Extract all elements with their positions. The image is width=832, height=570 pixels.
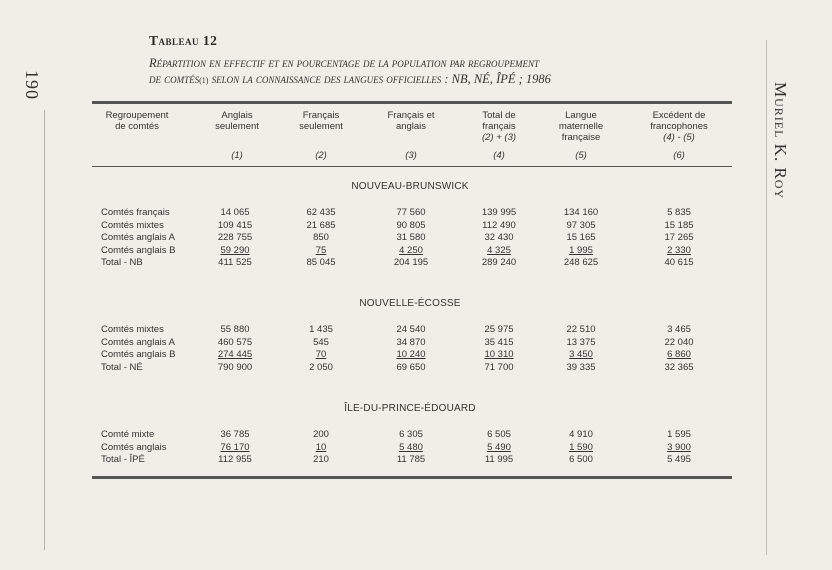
column-index-6: (5) [575, 150, 587, 161]
table-cell: 4 250 [399, 244, 423, 256]
header-line: (2) + (3) [481, 132, 517, 143]
table-cell: 545 [313, 336, 329, 348]
table-cell: 25 975 [484, 324, 514, 335]
table-cell: 11 995 [484, 454, 514, 465]
table-cell: 4 325 [487, 244, 511, 256]
column-index-3: (2) [315, 150, 327, 161]
column-header-6 [536, 110, 626, 143]
column-header-5 [454, 110, 544, 143]
table-cell: 34 870 [396, 336, 426, 348]
table-cell: 10 310 [484, 349, 514, 360]
table-cell: 2 330 [667, 244, 691, 256]
table-cell: 3 900 [667, 441, 691, 453]
table-cell: 850 [313, 232, 329, 243]
table-title [149, 55, 729, 89]
header-line: française [561, 132, 601, 143]
table-cell: 62 435 [306, 207, 336, 218]
table-cell: 85 045 [306, 257, 336, 268]
table-title-line1: Répartition en effectif et en pourcentage de la population par regroupement [149, 56, 540, 70]
row-label: Comtés anglais [101, 441, 167, 453]
header-line: Langue [565, 110, 597, 121]
left-margin-rule [44, 110, 45, 550]
table-number: Tableau 12 [149, 33, 218, 48]
table-cell: 3 450 [569, 349, 593, 360]
table-cell: 289 240 [481, 257, 517, 268]
table-cell: 69 650 [396, 361, 426, 373]
header-line: français [482, 121, 516, 132]
row-label: Total - NÉ [101, 361, 143, 373]
table-title-line2: de comtés(1) selon la connaissance des langues officielles : NB, NÉ, ÎPÉ ; 1986 [149, 72, 551, 86]
table-cell: 5 835 [667, 207, 691, 218]
row-label: Total - NB [101, 257, 143, 268]
column-index-5: (4) [493, 150, 505, 161]
table-cell: 112 490 [482, 219, 516, 231]
page-number: 190 [22, 70, 42, 100]
header-line: Anglais [221, 110, 253, 121]
table-cell: 17 265 [664, 232, 694, 243]
table-cell: 13 375 [566, 336, 596, 348]
table-cell: 32 365 [664, 361, 694, 373]
column-header-7 [634, 110, 724, 143]
header-line: Regroupement [105, 110, 169, 121]
table-cell: 790 900 [217, 361, 253, 373]
table-cell: 6 305 [399, 429, 423, 440]
column-header-2 [192, 110, 282, 132]
column-header-1 [92, 110, 182, 132]
table-cell: 139 995 [481, 207, 517, 218]
row-label: Comtés mixtes [101, 324, 164, 335]
table-cell: 274 445 [217, 349, 253, 360]
header-line: de comtés [115, 121, 159, 132]
table-cell: 15 165 [566, 232, 596, 243]
table-cell: 6 500 [569, 454, 593, 465]
table-cell: 3 465 [667, 324, 691, 335]
header-line: Français et [387, 110, 435, 121]
table-cell: 32 430 [484, 232, 514, 243]
table-cell: 90 805 [396, 219, 426, 231]
section-heading: NOUVELLE-ÉCOSSE [359, 298, 461, 309]
header-line: seulement [299, 121, 343, 132]
table-cell: 6 505 [487, 429, 511, 440]
column-index-4: (3) [405, 150, 417, 161]
column-header-4 [366, 110, 456, 132]
table-cell: 24 540 [396, 324, 426, 335]
column-header-3 [276, 110, 366, 132]
table-cell: 204 195 [393, 257, 429, 268]
header-line: Excédent de [652, 110, 706, 121]
table-cell: 10 [315, 441, 327, 453]
table-cell: 1 995 [569, 244, 593, 256]
section-heading: ÎLE-DU-PRINCE-ÉDOUARD [344, 403, 476, 414]
row-label: Comtés anglais B [101, 349, 176, 360]
table-cell: 5 490 [487, 441, 511, 453]
table-cell: 71 700 [484, 361, 514, 373]
row-label: Total - ÎPÉ [101, 454, 145, 465]
table-cell: 4 910 [569, 429, 593, 440]
table-cell: 10 240 [396, 349, 426, 360]
table-cell: 1 435 [309, 324, 333, 335]
column-index-7: (6) [673, 150, 685, 161]
table-cell: 460 575 [217, 336, 253, 348]
table-cell: 22 510 [566, 324, 596, 335]
table-cell: 75 [315, 244, 327, 256]
table-cell: 77 560 [396, 207, 426, 218]
table-cell: 5 495 [667, 454, 691, 465]
row-label: Comtés anglais B [101, 244, 176, 256]
table-header-rule [92, 166, 732, 167]
table-cell: 70 [315, 349, 327, 360]
row-label: Comtés français [101, 207, 170, 218]
header-line: (4) - (5) [663, 132, 695, 143]
table-cell: 40 615 [664, 257, 694, 268]
header-line: anglais [395, 121, 427, 132]
table-cell: 2 050 [309, 361, 333, 373]
header-line: francophones [650, 121, 708, 132]
bleed-through-text [470, 20, 481, 42]
table-cell: 200 [313, 429, 329, 440]
table-cell: 22 040 [664, 336, 694, 348]
table-cell: 11 785 [396, 454, 426, 465]
table-cell: 1 595 [667, 429, 691, 440]
table-cell: 31 580 [396, 232, 426, 243]
table-cell: 210 [313, 454, 329, 465]
table-cell: 6 860 [667, 349, 691, 360]
table-cell: 248 625 [563, 257, 599, 268]
running-head: Muriel K. Roy [771, 82, 790, 200]
table-cell: 59 290 [220, 244, 250, 256]
row-label: Comtés anglais A [101, 336, 175, 348]
table-cell: 5 480 [399, 441, 423, 453]
table-cell: 21 685 [306, 219, 336, 231]
table-cell: 109 415 [217, 219, 253, 231]
table-cell: 39 335 [566, 361, 596, 373]
table-cell: 97 305 [566, 219, 596, 231]
table-cell: 55 880 [220, 324, 250, 335]
table-cell: 36 785 [220, 429, 250, 440]
section-heading: NOUVEAU-BRUNSWICK [351, 181, 469, 192]
header-line: seulement [215, 121, 259, 132]
row-label: Comtés mixtes [101, 219, 164, 231]
right-margin-rule [766, 40, 767, 555]
table-cell: 15 185 [664, 219, 694, 231]
table-top-rule [92, 101, 732, 104]
table-cell: 35 415 [484, 336, 514, 348]
header-line: Total de [482, 110, 516, 121]
table-bottom-rule [92, 476, 732, 479]
table-cell: 112 955 [218, 454, 252, 465]
table-cell: 1 590 [569, 441, 593, 453]
header-line: maternelle [558, 121, 604, 132]
column-index-2: (1) [231, 150, 243, 161]
header-line: Français [302, 110, 340, 121]
table-cell: 76 170 [220, 441, 250, 453]
row-label: Comté mixte [101, 429, 155, 440]
table-cell: 14 065 [220, 207, 250, 218]
table-cell: 228 755 [217, 232, 253, 243]
table-cell: 134 160 [563, 207, 599, 218]
row-label: Comtés anglais A [101, 232, 175, 243]
footnote-ref: (1) [199, 76, 209, 85]
table-cell: 411 525 [218, 257, 252, 268]
